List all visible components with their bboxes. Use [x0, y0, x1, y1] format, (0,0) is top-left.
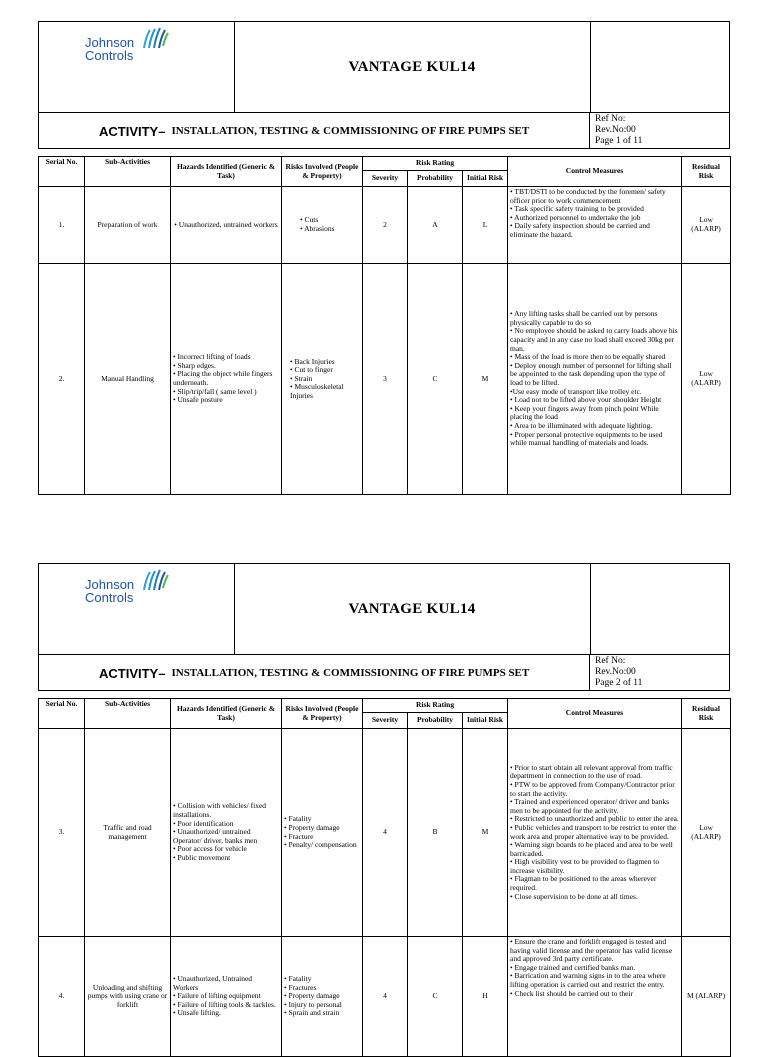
cell-control-measures — [508, 729, 682, 937]
cell-hazards — [171, 729, 282, 937]
col-serial: Serial No. — [39, 157, 85, 187]
hazard-item: • Unauthorized, Untrained Workers — [173, 974, 253, 992]
control-item: • Area to be illuminated with adequate lighting. — [510, 420, 653, 430]
control-item: • PTW to be approved from Company/Contractor prior to start the activity. — [510, 779, 675, 798]
cell-serial: 2. — [39, 264, 85, 495]
cell-hazards — [171, 264, 282, 495]
cell-serial: 4. — [39, 937, 85, 1057]
cell-sub-activity: Preparation of work — [85, 187, 171, 264]
logo-text: Johnson Controls — [85, 577, 135, 605]
control-item: • Ensure the crane and forklift engaged is tested and having valid license and the operator has valid license and approved 3rd party certificate. — [510, 937, 673, 964]
control-item: • Mass of the load is more then to be equally shared — [510, 352, 666, 362]
hazard-item: • Collision with vehicles/ fixed installations. — [173, 801, 267, 820]
col-initial-risk: Initial Risk — [463, 171, 508, 187]
cell-control-measures — [508, 264, 682, 495]
control-item: • Authorized personnel to undertake the job — [510, 212, 641, 222]
col-risks: Risks Involved (People & Property) — [282, 157, 363, 187]
cell-severity: 4 — [363, 729, 408, 937]
cell-residual-risk: M (ALARP) — [682, 937, 731, 1057]
col-residual: Residual Risk — [682, 157, 731, 187]
hazard-item: • Unsafe lifting. — [173, 1008, 221, 1018]
risk-item: • Strain — [290, 373, 313, 383]
risk-item: • Property damage — [284, 822, 340, 832]
table-row — [39, 264, 731, 495]
risk-item: • Sprain and strain — [284, 1008, 340, 1018]
risk-item: • Cut to finger — [290, 365, 333, 375]
logo-text: Johnson Controls — [85, 35, 135, 63]
control-item: • Flagman to be positioned to the areas wherever required. — [510, 874, 657, 893]
col-hazards: Hazards Identified (Generic & Task) — [171, 699, 282, 729]
page-header — [38, 563, 730, 691]
control-item: • Close supervision to be done at all times. — [510, 891, 638, 901]
risk-item: • Abrasions — [300, 224, 335, 233]
risk-item: • Musculoskeletal Injuries — [290, 382, 344, 400]
header-blank-cell — [590, 22, 730, 112]
project-title: VANTAGE KUL14 — [234, 22, 591, 112]
cell-probability: A — [408, 187, 463, 264]
col-sub-activities: Sub-Activities — [85, 699, 171, 729]
hazard-item: • Failure of lifting tools & tackles. — [173, 999, 276, 1009]
hazard-item: • Public movement — [173, 852, 231, 862]
control-item: • Barrication and warning signs in to the area where lifting operation is carried out and restrict the entry. — [510, 971, 666, 989]
cell-residual-risk: Low (ALARP) — [682, 729, 731, 937]
cell-initial-risk: L — [463, 187, 508, 264]
cell-probability: B — [408, 729, 463, 937]
control-item: • Daily safety inspection should be carried and eliminate the hazard. — [510, 221, 650, 239]
risk-assessment-table — [38, 156, 731, 495]
control-item: • Task specific safety training to be provided — [510, 204, 644, 214]
hazard-item: • Placing the object while fingers underneath. — [173, 369, 273, 387]
control-item: • Check list should be carried out to their — [510, 988, 634, 998]
hazard-item: • Incorrect lifting of loads — [173, 352, 251, 362]
cell-severity: 2 — [363, 187, 408, 264]
hazard-item: • Unsafe posture — [173, 395, 223, 405]
col-serial: Serial No. — [39, 699, 85, 729]
activity-title: ACTIVITY– INSTALLATION, TESTING & COMMISSIONING OF FIRE PUMPS SET — [39, 655, 590, 691]
cell-hazards — [171, 937, 282, 1057]
col-severity: Severity — [363, 713, 408, 729]
hazard-item: • Slip/trip/fall ( same level ) — [173, 386, 257, 396]
col-initial-risk: Initial Risk — [463, 713, 508, 729]
control-item: • High visibility vest to be provided to flagmen to increase visibility. — [510, 857, 660, 875]
col-risk-rating: Risk Rating — [363, 157, 508, 171]
cell-severity: 4 — [363, 937, 408, 1057]
hazard-item: • Failure of lifting equipment — [173, 991, 261, 1001]
control-item: • Load not to be lifted above your shoulder Height — [510, 395, 662, 405]
control-item: • Public vehicles and transport to be restrict to enter the work area and proper alternative way to be provided. — [510, 822, 677, 841]
risk-item: • Fatality — [284, 974, 312, 984]
cell-sub-activity: Manual Handling — [85, 264, 171, 495]
col-hazards: Hazards Identified (Generic & Task) — [171, 157, 282, 187]
cell-risks — [282, 264, 363, 495]
risk-item: • Fracture — [284, 831, 314, 841]
control-item: • Engage trained and certified banks man. — [510, 962, 636, 972]
table-row — [39, 187, 731, 264]
control-item: • No employee should be asked to carry loads above his capacity and in any case no load shall exceed 30kg per man. — [510, 326, 678, 353]
cell-residual-risk: Low (ALARP) — [682, 187, 731, 264]
cell-probability: C — [408, 264, 463, 495]
cell-risks — [282, 729, 363, 937]
cell-sub-activity: Traffic and road management — [85, 729, 171, 937]
risk-item: • Fractures — [284, 982, 317, 992]
cell-risks — [282, 187, 363, 264]
document-refs: Ref No: Rev.No:00 Page 2 of 11 — [595, 656, 643, 688]
col-risk-rating: Risk Rating — [363, 699, 508, 713]
col-probability: Probability — [408, 171, 463, 187]
cell-serial: 3. — [39, 729, 85, 937]
control-item: • Prior to start obtain all relevant approval from traffic department in connection to the use of road. — [510, 762, 673, 781]
activity-row — [39, 654, 729, 691]
logo-icon — [142, 568, 170, 592]
company-logo — [39, 22, 235, 112]
page-header — [38, 21, 730, 149]
risk-item: • Penalty/ compensation — [284, 840, 357, 850]
col-probability: Probability — [408, 713, 463, 729]
cell-initial-risk: M — [463, 264, 508, 495]
control-item: • TBT/DSTI to be conducted by the foremen/ safety officer prior to work commencement — [510, 187, 666, 205]
hazard-item: • Poor access for vehicle — [173, 844, 247, 854]
table-header-row — [39, 157, 731, 171]
table-header-row — [39, 699, 731, 713]
control-item: • Restricted to unauthorized and public to enter the area. — [510, 814, 679, 824]
cell-control-measures — [508, 937, 682, 1057]
table-row — [39, 937, 731, 1057]
col-residual: Residual Risk — [682, 699, 731, 729]
risk-item: • Property damage — [284, 991, 340, 1001]
control-item: • Keep your fingers away from pinch point While placing the load — [510, 403, 659, 422]
control-item: • Trained and experienced operator/ driver and banks men to be appointed for the activity. — [510, 797, 670, 815]
col-sub-activities: Sub-Activities — [85, 157, 171, 187]
col-control-measures: Control Measures — [508, 157, 682, 187]
control-item: • Any lifting tasks shall be carried out by persons physically capable to do so — [510, 309, 658, 327]
cell-residual-risk: Low (ALARP) — [682, 264, 731, 495]
cell-serial: 1. — [39, 187, 85, 264]
logo-icon — [142, 26, 170, 50]
col-control-measures: Control Measures — [508, 699, 682, 729]
control-item: • Proper personal protective equipments to be used while manual handling of materials and loads. — [510, 429, 663, 448]
col-severity: Severity — [363, 171, 408, 187]
header-blank-cell — [590, 564, 730, 654]
table-row — [39, 729, 731, 937]
activity-row — [39, 112, 729, 149]
col-risks: Risks Involved (People & Property) — [282, 699, 363, 729]
risk-item: • Fatality — [284, 814, 312, 824]
company-logo — [39, 564, 235, 654]
activity-title: ACTIVITY– INSTALLATION, TESTING & COMMISSIONING OF FIRE PUMPS SET — [39, 113, 590, 149]
risk-item: • Back Injuries — [290, 356, 335, 366]
hazard-item: • Unauthorized, untrained workers — [174, 219, 278, 229]
risk-item: • Cuts — [300, 215, 319, 225]
cell-initial-risk: H — [463, 937, 508, 1057]
control-item: • Deploy enough number of personnel for lifting shall be appointed to the task depending upon the type of load to be lifted. — [510, 360, 672, 387]
cell-initial-risk: M — [463, 729, 508, 937]
cell-hazards — [171, 187, 282, 264]
control-item: • Warning sign boards to be placed and area to be well barricaded. — [510, 840, 673, 858]
cell-probability: C — [408, 937, 463, 1057]
risk-assessment-table — [38, 698, 731, 1057]
hazard-item: • Poor identification — [173, 818, 234, 828]
risk-item: • Injury to personal — [284, 999, 342, 1009]
project-title: VANTAGE KUL14 — [234, 564, 591, 654]
hazard-item: • Unauthorized/ untrained Operator/ driver, banks men — [173, 827, 258, 845]
cell-severity: 3 — [363, 264, 408, 495]
document-refs: Ref No: Rev.No:00 Page 1 of 11 — [595, 114, 643, 146]
cell-risks — [282, 937, 363, 1057]
cell-control-measures — [508, 187, 682, 264]
hazard-item: • Sharp edges. — [173, 360, 216, 370]
cell-sub-activity: Unloading and shifting pumps with using crane or forklift — [85, 937, 171, 1057]
control-item: •Use easy mode of transport like trolley etc. — [510, 386, 642, 396]
